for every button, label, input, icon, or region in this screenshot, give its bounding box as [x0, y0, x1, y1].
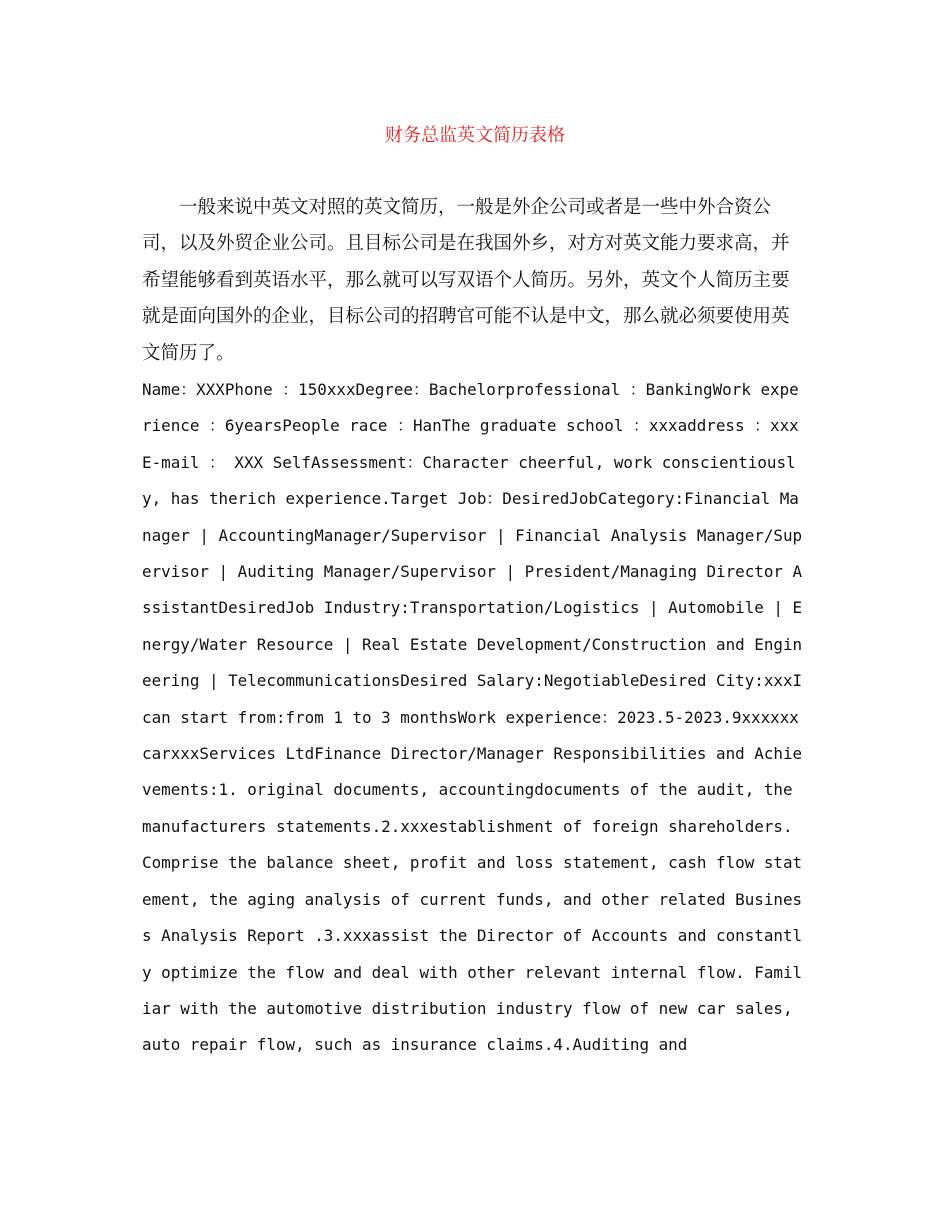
document-title: 财务总监英文简历表格 — [385, 125, 565, 146]
intro-paragraph: 一般来说中英文对照的英文简历，一般是外企公司或者是一些中外合资公司，以及外贸企业公司。且目标公司是在我国外乡，对方对英文能力要求高，并希望能够看到英语水平，那么就可以写双语个人简历。另外，英文个人简历主要就是面向国外的企业，目标公司的招聘官可能不认是中文，那么就必须要使用英文简历了。 — [142, 197, 790, 364]
resume-body-text: Name：XXXPhone ：150xxxDegree：Bachelorprofessional ：BankingWork experience ：6yearsPeople race ：HanThe graduate school ：xxxaddress ：xxxE-mail ： XXX SelfAssessment：Character cheerful, work conscientiously, has therich experience.Target Job：DesiredJobCategory:Financial Manager | AccountingManager/Supervisor | Financial Analysis Manager/Supervisor | Auditing Manager/Supervisor | President/Managing Director AssistantDesiredJob Industry:Transportation/Logistics | Automobile | Energy/Water Resource | Real Estate Development/Construction and Engineering | TelecommunicationsDesired Salary:NegotiableDesired City:xxxI can start from:from 1 to 3 monthsWork experience：2023.5-2023.9xxxxxxcarxxxServices LtdFinance Director/Manager Responsibilities and Achievements:1. original documents, accountingdocuments of the audit, the manufacturers statements.2.xxxestablishment of foreign shareholders. Comprise the balance sheet, profit and loss statement, cash flow statement, the aging analysis of current funds, and other related Business Analysis Report .3.xxxassist the Director of Accounts and constantly optimize the flow and deal with other relevant internal flow. Familiar with the automotive distribution industry flow of new car sales, auto repair flow, such as insurance claims.4.Auditing and — [142, 380, 803, 1055]
